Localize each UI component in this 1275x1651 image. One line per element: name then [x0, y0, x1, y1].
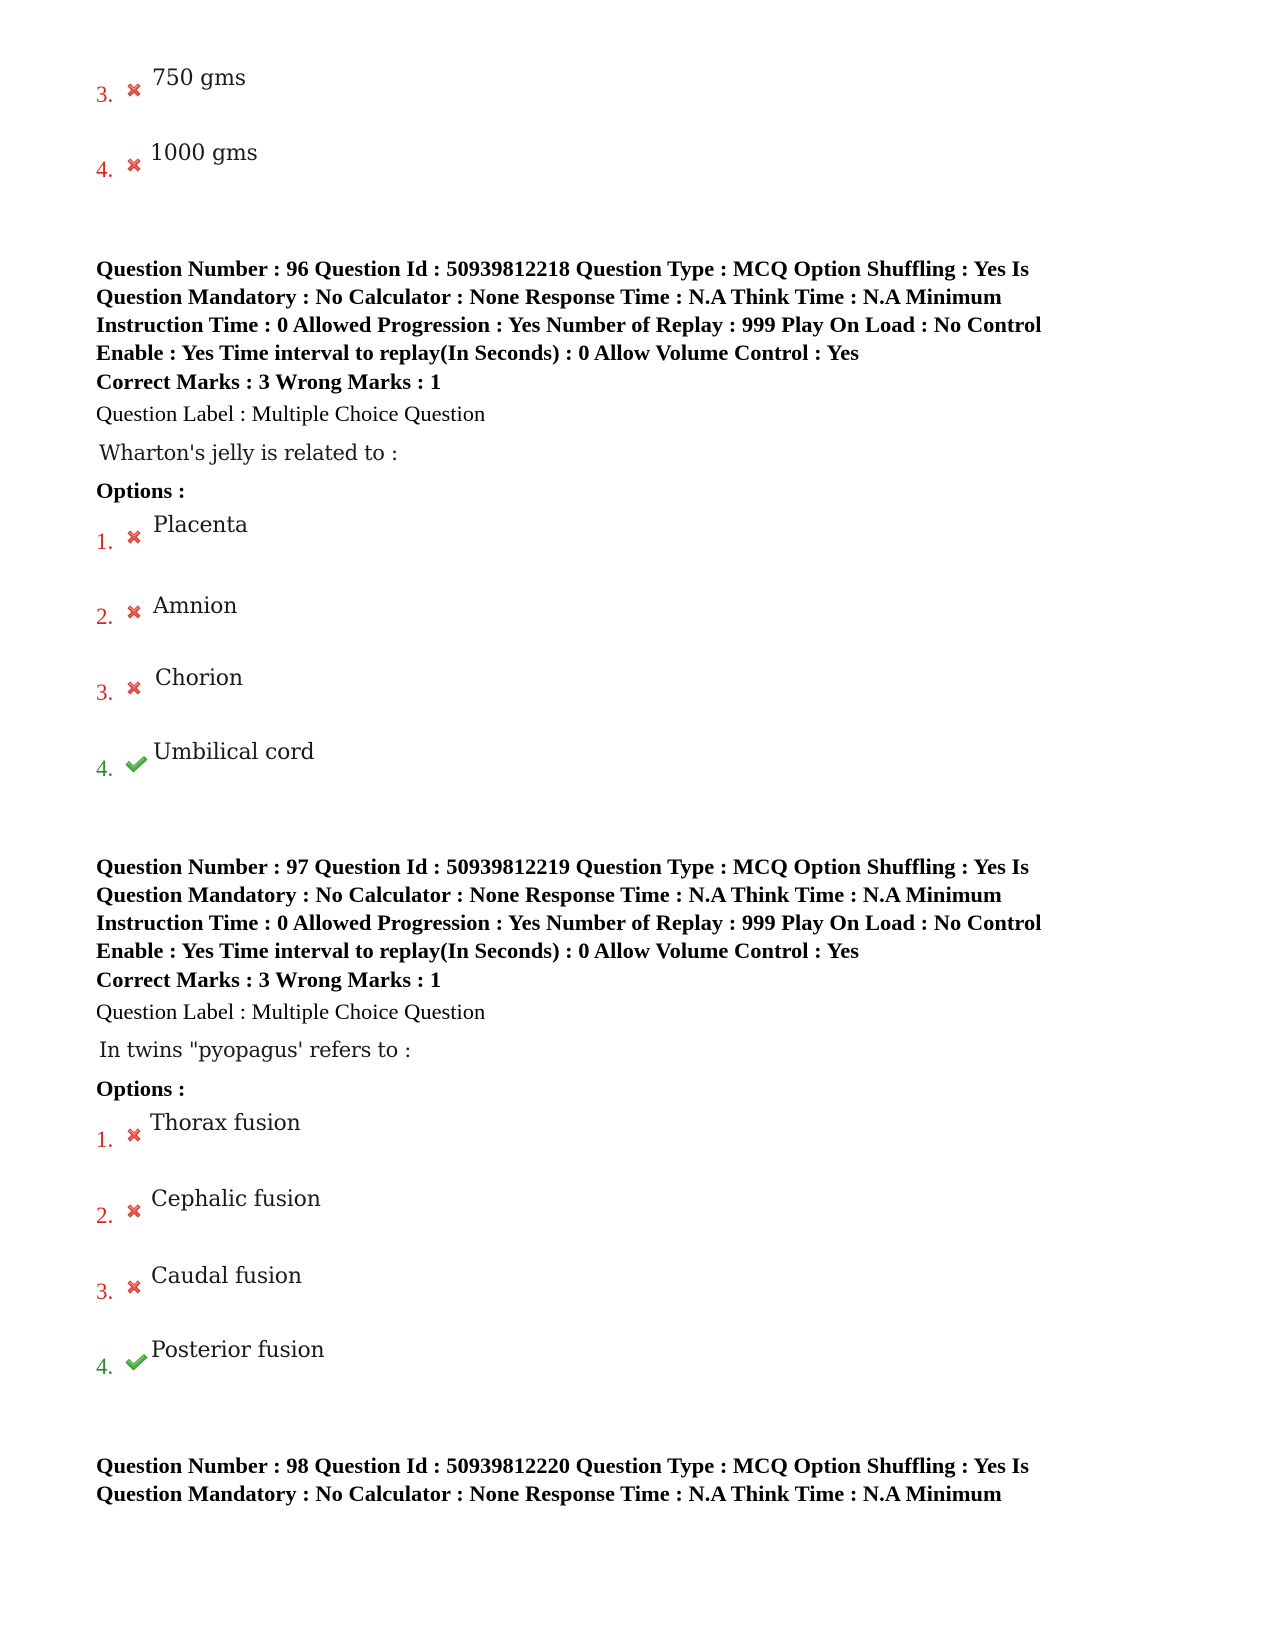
cross-icon	[124, 1125, 144, 1145]
cross-icon	[124, 602, 144, 622]
question-meta	[96, 255, 1206, 367]
meta-line: Enable : Yes Time interval to replay(In Seconds) : 0 Allow Volume Control : Yes	[96, 340, 859, 365]
option-number: 3.	[96, 1279, 114, 1304]
question-marks: Correct Marks : 3 Wrong Marks : 1	[96, 369, 442, 394]
meta-line: Enable : Yes Time interval to replay(In Seconds) : 0 Allow Volume Control : Yes	[96, 938, 859, 963]
question-marks: Correct Marks : 3 Wrong Marks : 1	[96, 967, 442, 992]
option-text: Caudal fusion	[151, 1264, 302, 1289]
option-number: 4.	[96, 1354, 114, 1379]
option-number: 2.	[96, 604, 114, 629]
meta-line: Question Number : 97 Question Id : 50939812219 Question Type : MCQ Option Shuffling : Yes Is	[96, 854, 1030, 879]
cross-icon	[124, 80, 144, 100]
option-number: 4.	[96, 157, 114, 182]
option-text: Posterior fusion	[151, 1338, 325, 1363]
option-number: 1.	[96, 1127, 114, 1152]
cross-icon	[124, 155, 144, 175]
question-label: Question Label : Multiple Choice Question	[96, 999, 486, 1024]
option-number: 1.	[96, 529, 114, 554]
option-text: Cephalic fusion	[151, 1187, 321, 1212]
meta-line: Question Mandatory : No Calculator : None Response Time : N.A Think Time : N.A Minimum	[96, 284, 1002, 309]
cross-icon	[124, 678, 144, 698]
option-text: Amnion	[153, 594, 238, 619]
meta-line: Question Mandatory : No Calculator : None Response Time : N.A Think Time : N.A Minimum	[96, 882, 1002, 907]
options-heading: Options :	[96, 478, 186, 503]
meta-line: Question Number : 96 Question Id : 50939812218 Question Type : MCQ Option Shuffling : Yes Is	[96, 256, 1030, 281]
question-label: Question Label : Multiple Choice Question	[96, 401, 486, 426]
cross-icon	[124, 1277, 144, 1297]
question-text: In twins "pyopagus' refers to :	[99, 1038, 412, 1062]
check-icon	[124, 754, 148, 774]
option-text: Placenta	[153, 513, 248, 538]
check-icon	[124, 1352, 148, 1372]
option-text: Chorion	[155, 666, 243, 691]
option-text: Thorax fusion	[150, 1111, 301, 1136]
meta-line: Instruction Time : 0 Allowed Progression : Yes Number of Replay : 999 Play On Load : No Control	[96, 312, 1042, 337]
question-meta	[96, 853, 1206, 965]
meta-line: Question Mandatory : No Calculator : None Response Time : N.A Think Time : N.A Minimum	[96, 1481, 1002, 1506]
options-heading: Options :	[96, 1076, 186, 1101]
option-number: 4.	[96, 756, 114, 781]
question-meta	[96, 1452, 1206, 1508]
option-text: Umbilical cord	[153, 740, 315, 765]
cross-icon	[124, 1201, 144, 1221]
option-number: 3.	[96, 82, 114, 107]
question-text: Wharton's jelly is related to :	[99, 441, 398, 465]
option-number: 2.	[96, 1203, 114, 1228]
cross-icon	[124, 527, 144, 547]
option-number: 3.	[96, 680, 114, 705]
option-text: 1000 gms	[150, 141, 258, 166]
option-text: 750 gms	[152, 66, 246, 91]
meta-line: Question Number : 98 Question Id : 50939812220 Question Type : MCQ Option Shuffling : Yes Is	[96, 1453, 1030, 1478]
meta-line: Instruction Time : 0 Allowed Progression : Yes Number of Replay : 999 Play On Load : No Control	[96, 910, 1042, 935]
